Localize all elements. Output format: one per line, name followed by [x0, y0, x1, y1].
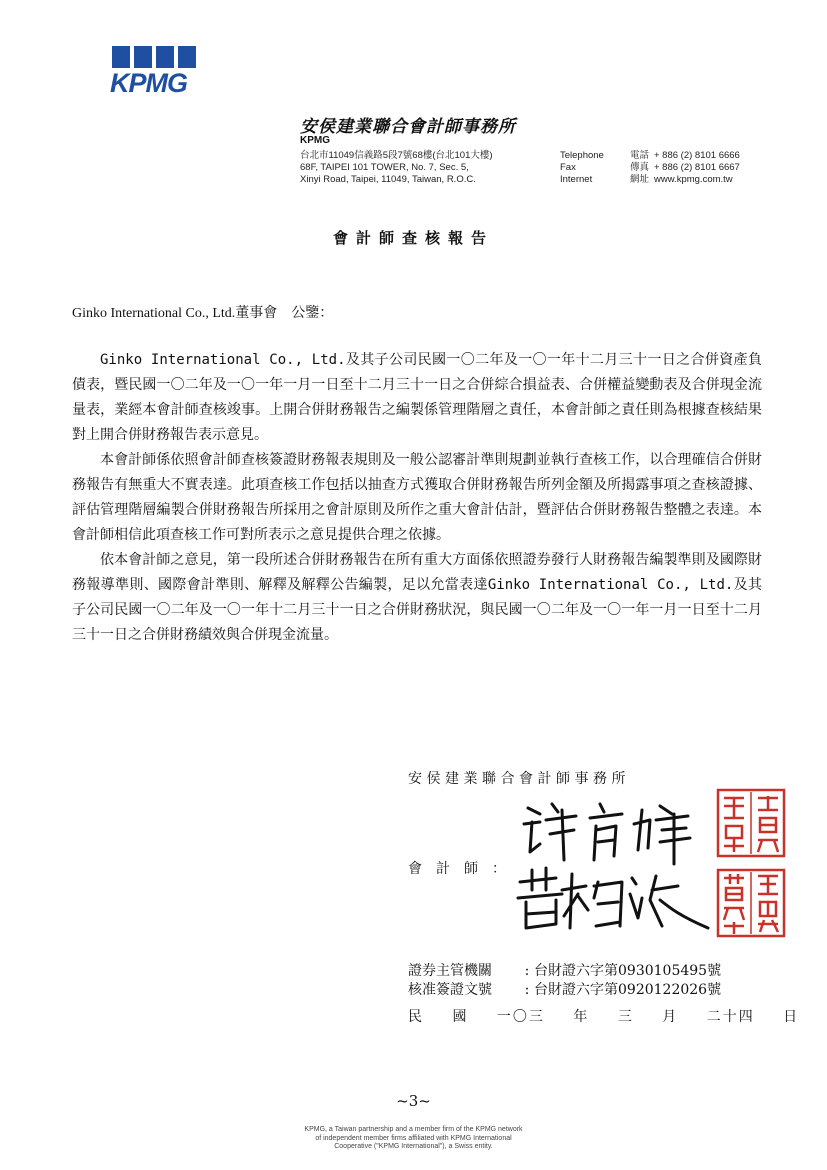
- date-part: 日: [783, 1009, 800, 1025]
- contact-telephone: Telephone 電話 + 886 (2) 8101 6666: [560, 150, 740, 161]
- registration-row: 核准簽證文號 : 台財證六字第0920122026號: [408, 982, 722, 998]
- kpmg-logo: [108, 44, 218, 96]
- firm-address: [300, 150, 493, 186]
- date-part: 國: [452, 1009, 469, 1025]
- paragraph-opinion: 依本會計師之意見，第一段所述合併財務報告在所有重大方面係依照證券發行人財務報告編製準則及國際財務報導準則、國際會計準則、解釋及解釋公告編製，足以允當表達Ginko International Co., Ltd.及其子公司民國一〇二年及一〇一年十二月三十一日之合併財務狀況，與民國一〇二年及一〇一年一月一日至十二月三十一日之合併財務績效與合併現金流量。: [72, 552, 762, 643]
- date-part: 月: [662, 1009, 679, 1025]
- date-part: 三: [617, 1009, 634, 1025]
- footer-line: Cooperative ("KPMG International"), a Swiss entity.: [334, 1143, 493, 1150]
- paragraph-scope: Ginko International Co., Ltd.及其子公司民國一〇二年及一〇一年十二月三十一日之合併資產負債表，暨民國一〇二年及一〇一年一月一日至十二月三十一日之合併綜合損益表、合併權益變動表及合併現金流量表，業經本會計師查核竣事。上開合併財務報告之編製係管理階層之責任，本會計師之責任則為根據查核結果對上開合併財務報告表示意見。: [72, 352, 762, 443]
- date-part: 一〇三: [496, 1009, 545, 1025]
- contact-fax: Fax 傳真 + 886 (2) 8101 6667: [560, 162, 740, 173]
- firm-name-english: KPMG: [300, 135, 330, 146]
- date-part: 民: [408, 1009, 424, 1025]
- footer-line: KPMG, a Taiwan partnership and a member firm of the KPMG network: [304, 1126, 523, 1133]
- paragraph-basis: 本會計師係依照會計師查核簽證財務報表規則及一般公認審計準則規劃並執行查核工作，以合理確信合併財務報告有無重大不實表達。此項查核工作包括以抽查方式獲取合併財務報告所列金額及所揭露事項之查核證據、評估管理階層編製合併財務報告所採用之會計原則及所作之重大會計估計，暨評估合併財務報告整體之表達。本會計師相信此項查核工作可對所表示之意見提供合理之依據。: [72, 452, 762, 543]
- footer-disclaimer: [0, 1126, 827, 1152]
- date-part: 二十四: [706, 1009, 755, 1025]
- footer-line: of independent member firms affiliated with KPMG International: [315, 1134, 512, 1142]
- handwritten-signatures: [510, 790, 720, 940]
- accountant-label: 會計師：: [408, 861, 520, 877]
- address-line: 台北市11049信義路5段7號68樓(台北101大樓): [300, 150, 493, 161]
- report-title: 會計師查核報告: [332, 229, 494, 247]
- report-date: [408, 1006, 821, 1026]
- contact-internet: Internet 網址 www.kpmg.com.tw: [560, 174, 733, 185]
- svg-text:KPMG: KPMG: [110, 68, 187, 96]
- address-line: 68F, TAIPEI 101 TOWER, No. 7, Sec. 5,: [300, 162, 469, 173]
- firm-contacts: [560, 150, 740, 186]
- signing-firm: 安侯建業聯合會計師事務所: [408, 771, 630, 787]
- firm-name-chinese: 安侯建業聯合會計師事務所: [300, 117, 516, 137]
- accountant-seal-1: [716, 788, 786, 858]
- address-line: Xinyi Road, Taipei, 11049, Taiwan, R.O.C.: [300, 174, 476, 185]
- addressee: Ginko International Co., Ltd.董事會 公鑒：: [72, 306, 334, 321]
- report-body: [72, 348, 762, 648]
- registration-block: [408, 962, 721, 1000]
- accountant-seal-2: [716, 868, 786, 938]
- page-number: ~3~: [396, 1092, 431, 1110]
- registration-row: 證券主管機關 : 台財證六字第0930105495號: [408, 963, 722, 979]
- date-part: 年: [573, 1009, 590, 1025]
